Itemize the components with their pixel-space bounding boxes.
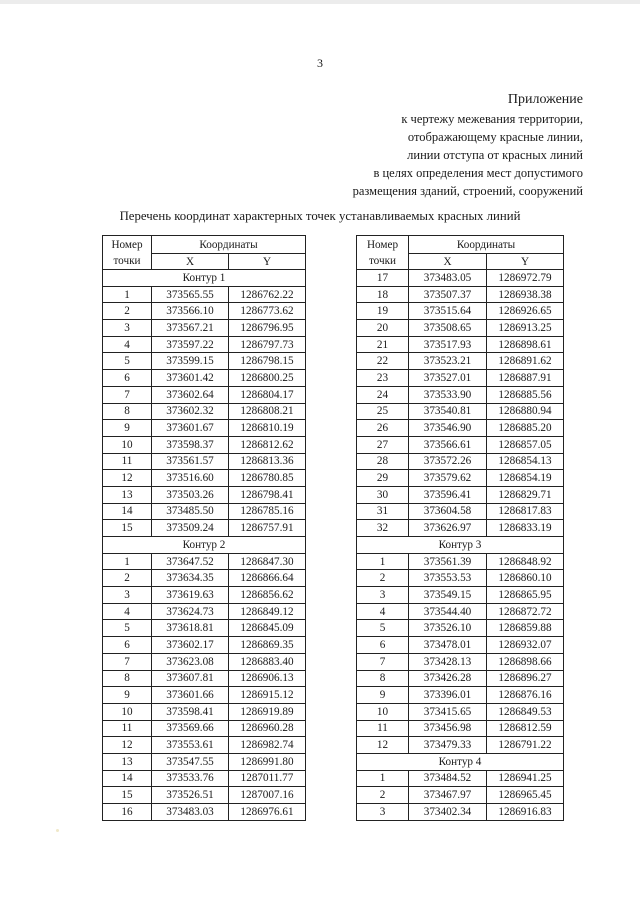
y-coordinate-cell: 1286812.59 [487,720,564,737]
x-coordinate-cell: 373602.17 [152,637,229,654]
coordinate-row [357,553,564,570]
point-number-cell: 14 [103,503,152,520]
header-x: X [152,254,229,270]
coordinate-row [103,804,306,821]
coordinate-row [103,737,306,754]
point-number-cell: 7 [357,653,409,670]
y-coordinate-cell: 1286891.62 [487,353,564,370]
coordinate-row [103,620,306,637]
contour-section-row [103,270,306,287]
coordinate-row [103,553,306,570]
x-coordinate-cell: 373624.73 [152,603,229,620]
coordinate-row [357,770,564,787]
x-coordinate-cell: 373426.28 [409,670,487,687]
y-coordinate-cell: 1286965.45 [487,787,564,804]
coordinate-row [103,687,306,704]
coordinate-row [357,320,564,337]
coordinate-row [103,520,306,537]
point-number-cell: 2 [103,303,152,320]
y-coordinate-cell: 1286982.74 [229,737,306,754]
point-number-cell: 2 [103,570,152,587]
y-coordinate-cell: 1286898.66 [487,653,564,670]
point-number-cell: 14 [103,770,152,787]
y-coordinate-cell: 1286919.89 [229,703,306,720]
x-coordinate-cell: 373517.93 [409,336,487,353]
header-coordinates: Координаты [152,236,306,254]
x-coordinate-cell: 373544.40 [409,603,487,620]
header-number-line2: точки [368,254,397,267]
point-number-cell: 22 [357,353,409,370]
x-coordinate-cell: 373623.08 [152,653,229,670]
x-coordinate-cell: 373634.35 [152,570,229,587]
point-number-cell: 9 [103,420,152,437]
y-coordinate-cell: 1286960.28 [229,720,306,737]
coordinate-row [103,303,306,320]
point-number-cell: 17 [357,270,409,287]
x-coordinate-cell: 373526.10 [409,620,487,637]
x-coordinate-cell: 373572.26 [409,453,487,470]
coordinates-table-left [102,235,306,821]
point-number-cell: 2 [357,787,409,804]
coordinate-row [103,703,306,720]
x-coordinate-cell: 373415.65 [409,703,487,720]
coordinate-row [103,503,306,520]
point-number-cell: 12 [103,470,152,487]
y-coordinate-cell: 1286845.09 [229,620,306,637]
contour-section-row [103,537,306,554]
point-number-cell: 32 [357,520,409,537]
coordinate-row [103,637,306,654]
point-number-cell: 29 [357,470,409,487]
coordinate-row [103,486,306,503]
appendix-line: к чертежу межевания территории, [401,112,583,126]
point-number-cell: 10 [103,436,152,453]
coordinate-row [357,453,564,470]
y-coordinate-cell: 1286972.79 [487,270,564,287]
y-coordinate-cell: 1286798.15 [229,353,306,370]
coordinate-row [103,336,306,353]
y-coordinate-cell: 1286854.19 [487,470,564,487]
header-number-line1: Номер [111,238,143,251]
point-number-cell: 18 [357,286,409,303]
y-coordinate-cell: 1286847.30 [229,553,306,570]
y-coordinate-cell: 1286796.95 [229,320,306,337]
appendix-note [353,91,583,200]
y-coordinate-cell: 1286913.25 [487,320,564,337]
coordinate-row [103,453,306,470]
point-number-cell: 1 [357,770,409,787]
y-coordinate-cell: 1286849.12 [229,603,306,620]
coordinate-row [357,336,564,353]
y-coordinate-cell: 1286869.35 [229,637,306,654]
x-coordinate-cell: 373601.42 [152,370,229,387]
coordinate-row [103,670,306,687]
point-number-cell: 15 [103,520,152,537]
x-coordinate-cell: 373579.62 [409,470,487,487]
x-coordinate-cell: 373546.90 [409,420,487,437]
coordinate-row [103,470,306,487]
appendix-line: размещения зданий, строений, сооружений [352,184,583,198]
point-number-cell: 3 [103,587,152,604]
x-coordinate-cell: 373507.37 [409,286,487,303]
y-coordinate-cell: 1286915.12 [229,687,306,704]
x-coordinate-cell: 373549.15 [409,587,487,604]
y-coordinate-cell: 1286808.21 [229,403,306,420]
coordinate-row [103,386,306,403]
y-coordinate-cell: 1286780.85 [229,470,306,487]
coordinate-row [103,653,306,670]
coordinate-row [357,286,564,303]
point-number-cell: 31 [357,503,409,520]
point-number-cell: 5 [103,353,152,370]
point-number-cell: 9 [357,687,409,704]
page-number: 3 [317,56,323,70]
x-coordinate-cell: 373402.34 [409,804,487,821]
y-coordinate-cell: 1286887.91 [487,370,564,387]
contour-section-row [357,753,564,770]
x-coordinate-cell: 373598.37 [152,436,229,453]
y-coordinate-cell: 1286906.13 [229,670,306,687]
point-number-cell: 7 [103,386,152,403]
coordinate-row [357,720,564,737]
coordinate-row [357,486,564,503]
y-coordinate-cell: 1286829.71 [487,486,564,503]
scan-top-edge [0,0,640,4]
coordinate-row [357,303,564,320]
x-coordinate-cell: 373601.66 [152,687,229,704]
point-number-cell: 3 [103,320,152,337]
point-number-cell: 12 [103,737,152,754]
y-coordinate-cell: 1286885.56 [487,386,564,403]
point-number-cell: 21 [357,336,409,353]
y-coordinate-cell: 1286883.40 [229,653,306,670]
y-coordinate-cell: 1286885.20 [487,420,564,437]
point-number-cell: 13 [103,486,152,503]
header-y: Y [229,254,306,270]
coordinate-row [103,370,306,387]
point-number-cell: 12 [357,737,409,754]
header-number-line1: Номер [366,238,399,251]
coordinate-row [103,403,306,420]
y-coordinate-cell: 1286785.16 [229,503,306,520]
coordinate-row [357,503,564,520]
x-coordinate-cell: 373553.61 [152,737,229,754]
x-coordinate-cell: 373569.66 [152,720,229,737]
coordinate-row [103,353,306,370]
point-number-cell: 8 [103,670,152,687]
x-coordinate-cell: 373547.55 [152,753,229,770]
contour-label: Контур 2 [103,537,306,554]
x-coordinate-cell: 373607.81 [152,670,229,687]
point-number-cell: 25 [357,403,409,420]
point-number-cell: 1 [357,553,409,570]
point-number-cell: 13 [103,753,152,770]
y-coordinate-cell: 1286849.53 [487,703,564,720]
coordinate-row [357,270,564,287]
coordinate-row [103,320,306,337]
x-coordinate-cell: 373479.33 [409,737,487,754]
x-coordinate-cell: 373527.01 [409,370,487,387]
y-coordinate-cell: 1286880.94 [487,403,564,420]
x-coordinate-cell: 373478.01 [409,637,487,654]
y-coordinate-cell: 1286866.64 [229,570,306,587]
point-number-cell: 24 [357,386,409,403]
x-coordinate-cell: 373428.13 [409,653,487,670]
x-coordinate-cell: 373467.97 [409,787,487,804]
point-number-cell: 9 [103,687,152,704]
coordinate-row [357,353,564,370]
appendix-title: Приложение [507,92,583,107]
coordinate-row [357,420,564,437]
point-number-cell: 6 [357,637,409,654]
point-number-cell: 2 [357,570,409,587]
point-number-cell: 15 [103,787,152,804]
coordinate-row [103,587,306,604]
coordinate-row [103,787,306,804]
x-coordinate-cell: 373483.05 [409,270,487,287]
header-point-number [103,236,152,270]
x-coordinate-cell: 373396.01 [409,687,487,704]
x-coordinate-cell: 373567.21 [152,320,229,337]
coordinate-row [357,587,564,604]
contour-section-row [357,537,564,554]
x-coordinate-cell: 373598.41 [152,703,229,720]
y-coordinate-cell: 1287007.16 [229,787,306,804]
x-coordinate-cell: 373485.50 [152,503,229,520]
y-coordinate-cell: 1286854.13 [487,453,564,470]
contour-label: Контур 3 [357,537,564,554]
x-coordinate-cell: 373565.55 [152,286,229,303]
y-coordinate-cell: 1286833.19 [487,520,564,537]
x-coordinate-cell: 373526.51 [152,787,229,804]
coordinate-row [357,620,564,637]
point-number-cell: 6 [103,637,152,654]
coordinate-row [103,770,306,787]
coordinate-row [103,720,306,737]
y-coordinate-cell: 1286872.72 [487,603,564,620]
point-number-cell: 3 [357,804,409,821]
point-number-cell: 4 [103,603,152,620]
coordinate-row [357,570,564,587]
point-number-cell: 19 [357,303,409,320]
coordinate-row [357,520,564,537]
header-coordinates: Координаты [409,236,564,254]
y-coordinate-cell: 1286876.16 [487,687,564,704]
y-coordinate-cell: 1286797.73 [229,336,306,353]
x-coordinate-cell: 373503.26 [152,486,229,503]
x-coordinate-cell: 373601.67 [152,420,229,437]
y-coordinate-cell: 1286804.17 [229,386,306,403]
point-number-cell: 7 [103,653,152,670]
x-coordinate-cell: 373604.58 [409,503,487,520]
y-coordinate-cell: 1286800.25 [229,370,306,387]
appendix-line: линии отступа от красных линий [407,148,583,162]
x-coordinate-cell: 373596.41 [409,486,487,503]
x-coordinate-cell: 373533.76 [152,770,229,787]
coordinate-row [357,737,564,754]
y-coordinate-cell: 1286926.65 [487,303,564,320]
point-number-cell: 11 [357,720,409,737]
point-number-cell: 10 [357,703,409,720]
y-coordinate-cell: 1286976.61 [229,804,306,821]
point-number-cell: 16 [103,804,152,821]
x-coordinate-cell: 373483.03 [152,804,229,821]
x-coordinate-cell: 373533.90 [409,386,487,403]
coordinate-row [357,386,564,403]
header-x: X [409,254,487,270]
y-coordinate-cell: 1286813.36 [229,453,306,470]
coordinate-row [357,670,564,687]
point-number-cell: 4 [103,336,152,353]
y-coordinate-cell: 1286810.19 [229,420,306,437]
coordinate-row [103,286,306,303]
y-coordinate-cell: 1286812.62 [229,436,306,453]
point-number-cell: 11 [103,453,152,470]
y-coordinate-cell: 1286817.83 [487,503,564,520]
x-coordinate-cell: 373516.60 [152,470,229,487]
y-coordinate-cell: 1286938.38 [487,286,564,303]
coordinate-row [357,637,564,654]
coordinate-row [357,470,564,487]
point-number-cell: 30 [357,486,409,503]
point-number-cell: 11 [103,720,152,737]
x-coordinate-cell: 373456.98 [409,720,487,737]
coordinate-row [357,403,564,420]
y-coordinate-cell: 1286856.62 [229,587,306,604]
contour-label: Контур 1 [103,270,306,287]
x-coordinate-cell: 373508.65 [409,320,487,337]
scan-speck [56,829,59,832]
contour-label: Контур 4 [357,753,564,770]
appendix-line: в целях определения мест допустимого [373,166,583,180]
header-y: Y [487,254,564,270]
coordinate-row [357,603,564,620]
point-number-cell: 10 [103,703,152,720]
x-coordinate-cell: 373599.15 [152,353,229,370]
coordinate-row [357,370,564,387]
y-coordinate-cell: 1286798.41 [229,486,306,503]
y-coordinate-cell: 1286865.95 [487,587,564,604]
point-number-cell: 1 [103,553,152,570]
coordinate-row [357,703,564,720]
x-coordinate-cell: 373523.21 [409,353,487,370]
y-coordinate-cell: 1286791.22 [487,737,564,754]
y-coordinate-cell: 1286857.05 [487,436,564,453]
point-number-cell: 4 [357,603,409,620]
y-coordinate-cell: 1286860.10 [487,570,564,587]
header-number-line2: точки [113,254,141,267]
point-number-cell: 8 [357,670,409,687]
coordinate-row [357,653,564,670]
y-coordinate-cell: 1286941.25 [487,770,564,787]
point-number-cell: 5 [357,620,409,637]
x-coordinate-cell: 373626.97 [409,520,487,537]
y-coordinate-cell: 1286859.88 [487,620,564,637]
x-coordinate-cell: 373509.24 [152,520,229,537]
y-coordinate-cell: 1286848.92 [487,553,564,570]
x-coordinate-cell: 373553.53 [409,570,487,587]
coordinate-row [103,603,306,620]
y-coordinate-cell: 1286916.83 [487,804,564,821]
y-coordinate-cell: 1286991.80 [229,753,306,770]
point-number-cell: 6 [103,370,152,387]
x-coordinate-cell: 373484.52 [409,770,487,787]
coordinate-row [357,436,564,453]
coordinate-row [103,436,306,453]
x-coordinate-cell: 373540.81 [409,403,487,420]
header-point-number [357,236,409,270]
point-number-cell: 23 [357,370,409,387]
point-number-cell: 27 [357,436,409,453]
point-number-cell: 3 [357,587,409,604]
x-coordinate-cell: 373618.81 [152,620,229,637]
y-coordinate-cell: 1286773.62 [229,303,306,320]
x-coordinate-cell: 373602.64 [152,386,229,403]
x-coordinate-cell: 373619.63 [152,587,229,604]
coordinate-row [103,753,306,770]
x-coordinate-cell: 373647.52 [152,553,229,570]
point-number-cell: 26 [357,420,409,437]
coordinate-row [357,787,564,804]
coordinate-row [357,687,564,704]
x-coordinate-cell: 373515.64 [409,303,487,320]
point-number-cell: 8 [103,403,152,420]
coordinate-row [357,804,564,821]
point-number-cell: 1 [103,286,152,303]
x-coordinate-cell: 373561.39 [409,553,487,570]
x-coordinate-cell: 373597.22 [152,336,229,353]
point-number-cell: 5 [103,620,152,637]
x-coordinate-cell: 373561.57 [152,453,229,470]
x-coordinate-cell: 373602.32 [152,403,229,420]
y-coordinate-cell: 1286762.22 [229,286,306,303]
appendix-line: отображающему красные линии, [407,130,583,144]
y-coordinate-cell: 1286932.07 [487,637,564,654]
x-coordinate-cell: 373566.10 [152,303,229,320]
coordinate-row [103,420,306,437]
coordinate-row [103,570,306,587]
y-coordinate-cell: 1286898.61 [487,336,564,353]
y-coordinate-cell: 1287011.77 [229,770,306,787]
y-coordinate-cell: 1286757.91 [229,520,306,537]
x-coordinate-cell: 373566.61 [409,436,487,453]
document-heading: Перечень координат характерных точек устанавливаемых красных линий [119,209,521,223]
point-number-cell: 28 [357,453,409,470]
point-number-cell: 20 [357,320,409,337]
y-coordinate-cell: 1286896.27 [487,670,564,687]
coordinates-table-right [356,235,564,821]
